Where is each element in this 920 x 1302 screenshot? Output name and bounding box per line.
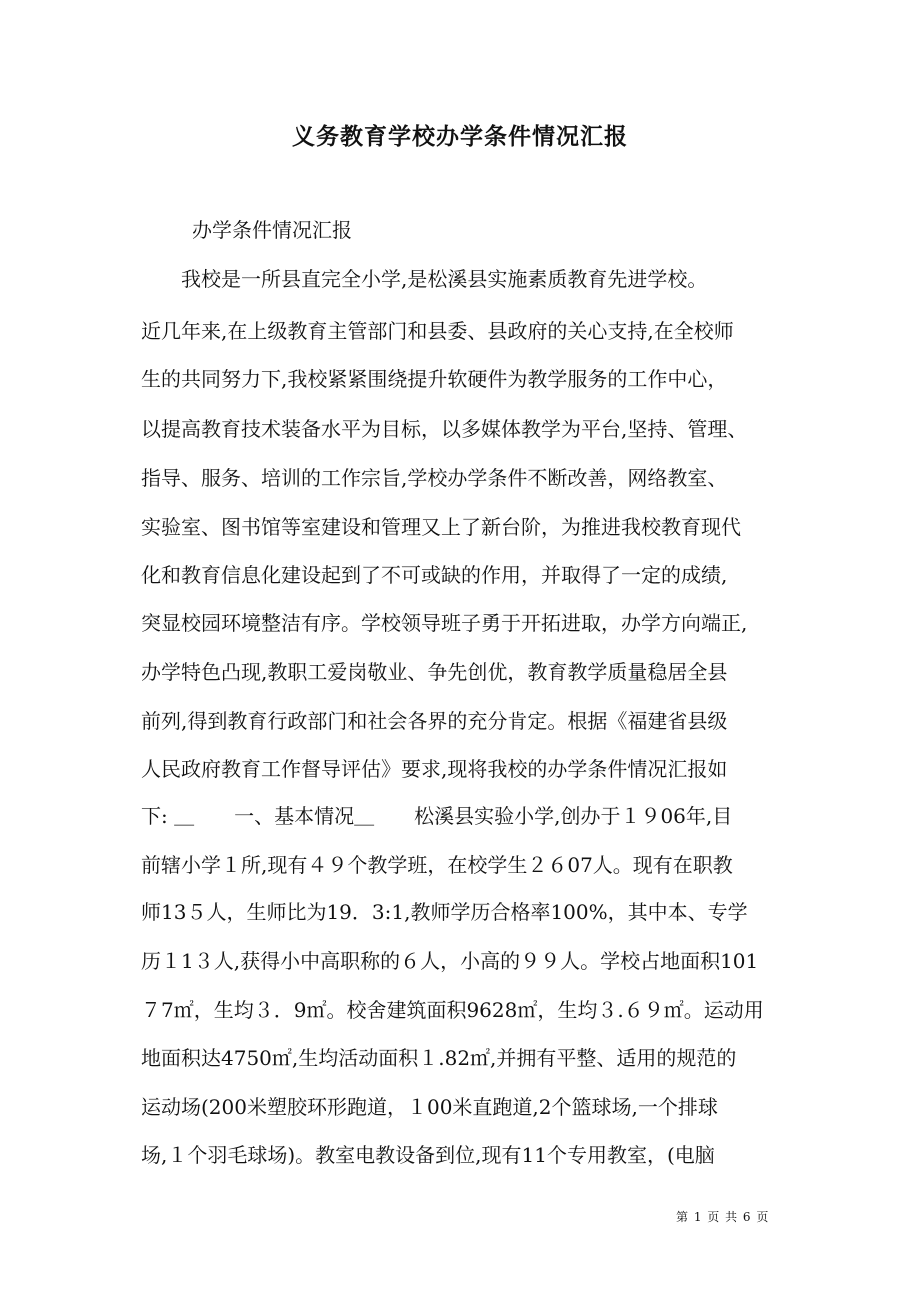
paragraph-line: 实验室、图书馆等室建设和管理又上了新台阶，为推进我校教育现代 <box>141 515 741 539</box>
paragraph-line: 场,１个羽毛球场)。教室电教设备到位,现有11个专用教室，(电脑 <box>141 1143 715 1167</box>
paragraph-line: 指导、服务、培训的工作宗旨,学校办学条件不断改善，网络教室、 <box>141 466 728 490</box>
paragraph-line: ７7㎡，生均３．9㎡。校舍建筑面积9628㎡，生均３.６９㎡。运动用 <box>141 998 764 1022</box>
paragraph-line: 突显校园环境整洁有序。学校领导班子勇于开拓进取，办学方向端正, <box>141 611 748 635</box>
document-title: 义务教育学校办学条件情况汇报 <box>292 123 628 150</box>
paragraph-line: 以提高教育技术装备水平为目标，以多媒体教学为平台,坚持、管理、 <box>141 417 748 441</box>
paragraph-line: 运动场(200米塑胶环形跑道，１00米直跑道,2个篮球场,一个排球 <box>141 1095 718 1119</box>
document-subtitle: 办学条件情况汇报 <box>192 218 352 242</box>
paragraph-line: 我校是一所县直完全小学,是松溪县实施素质教育先进学校。 <box>141 267 708 291</box>
paragraph-line: 生的共同努力下,我校紧紧围绕提升软硬件为教学服务的工作中心， <box>141 367 728 391</box>
paragraph-line: 办学特色凸现,教职工爱岗敬业、争先创优，教育教学质量稳居全县 <box>141 660 728 684</box>
paragraph-line: 前列,得到教育行政部门和社会各界的充分肯定。根据《福建省县级 <box>141 709 728 733</box>
paragraph-line: 人民政府教育工作督导评估》要求,现将我校的办学条件情况汇报如 <box>141 757 728 781</box>
paragraph-line: 历１1３人,获得小中高职称的６人，小高的９９人。学校占地面积101 <box>141 949 759 973</box>
paragraph-line: 地面积达4750㎡,生均活动面积１.82㎡,并拥有平整、适用的规范的 <box>141 1046 737 1070</box>
paragraph-line: 近几年来,在上级教育主管部门和县委、县政府的关心支持,在全校师 <box>141 319 734 343</box>
paragraph-line: 前辖小学１所,现有４９个教学班，在校学生２６07人。现有在职教 <box>141 853 733 877</box>
page-footer: 第 1 页 共 6 页 <box>676 1210 770 1224</box>
paragraph-line: 化和教育信息化建设起到了不可或缺的作用，并取得了一定的成绩, <box>141 563 728 587</box>
paragraph-line: 下: ＿ 一、基本情况＿ 松溪县实验小学,创办于１９06年,目 <box>141 804 733 828</box>
paragraph-line: 师13５人，生师比为19．3:1,教师学历合格率100%，其中本、专学 <box>141 900 748 924</box>
